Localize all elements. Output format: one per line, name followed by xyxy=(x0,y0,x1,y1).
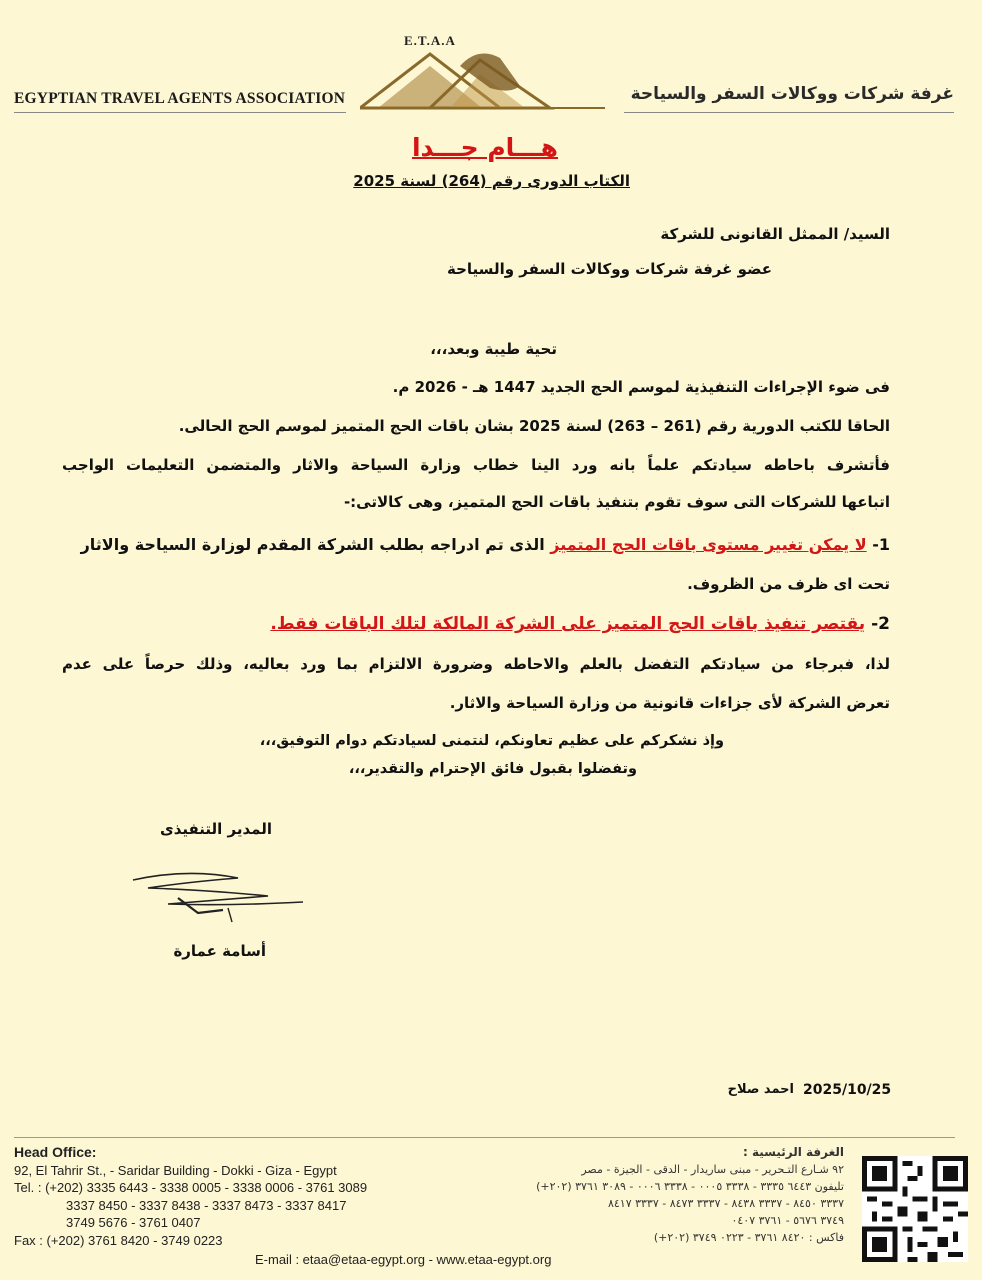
office-telephone-2: 3337 8450 - 3337 8438 - 3337 8473 - 3337 8417 xyxy=(66,1197,347,1213)
office-telephone-ar-3: ٣٧٤٩ ٥٦٧٦ - ٣٧٦١ ٠٤٠٧ xyxy=(731,1214,844,1227)
footer-contact-ar xyxy=(424,1144,844,1246)
office-fax-ar: فاكس : ٨٤٢٠ ٣٧٦١ - ٠٢٢٣ ٣٧٤٩ (٢٠٢+) xyxy=(653,1231,844,1244)
office-telephone: Tel. : (+202) 3335 6443 - 3338 0005 - 3338 0006 - 3761 3089 xyxy=(14,1180,368,1195)
paragraph-6: تعرض الشركة لأى جزاءات قانونية من وزارة السياحة والاثار. xyxy=(449,694,890,712)
list-item-text: الذى تم ادراجه بطلب الشركة المقدم لوزارة السياحة والاثار xyxy=(80,535,545,554)
office-telephone-ar: تليفون ٦٤٤٣ ٣٣٣٥ - ٣٣٣٨ ٠٠٠٥ - ٣٣٣٨ ٠٠٠٦ - ٣٠٨٩ ٣٧٦١ (٢٠٢+) xyxy=(536,1180,844,1193)
author-name: احمد صلاح xyxy=(727,1082,794,1097)
paragraph-2: الحاقا للكتب الدورية رقم (261 – 263) لسنة 2025 بشان باقات الحج المتميز لموسم الحج الحالى. xyxy=(178,417,890,435)
recipient-line-1: السيد/ الممثل القانونى للشركة xyxy=(660,225,890,243)
list-item-highlight: يقتصر تنفيذ باقات الحج المتميز على الشركة المالكة لتلك الباقات فقط. xyxy=(270,614,866,634)
important-heading: هـــام جـــدا xyxy=(411,133,559,162)
footer-divider xyxy=(14,1137,955,1138)
head-office-label-ar: الغرفة الرئيسية : xyxy=(742,1145,844,1159)
footer-contact-en xyxy=(14,1144,367,1249)
recipient-line-2: عضو غرفة شركات ووكالات السفر والسياحة xyxy=(447,260,772,278)
list-item-2 xyxy=(270,614,890,634)
list-item-1 xyxy=(60,535,890,554)
paragraph-5: لذا، فبرجاء من سيادتكم التفضل بالعلم والاحاطه وضرورة الالتزام بما ورد بعاليه، وذلك حرصاً على عدم xyxy=(62,655,890,673)
list-item-number: 1- xyxy=(872,535,890,554)
closing-line-2: وتفضلوا بقبول فائق الإحترام والتقدير،،، xyxy=(348,761,637,777)
list-item-1-continued: تحت اى ظرف من الظروف. xyxy=(687,575,890,593)
paragraph-3: فأتشرف باحاطه سيادتكم علماً بانه ورد الينا خطاب وزارة السياحة والاثار والمتضمن التعليمات الواجب xyxy=(62,456,890,474)
paragraph-1: فى ضوء الإجراءات التنفيذية لموسم الحج الجديد 1447 هـ - 2026 م. xyxy=(392,378,890,396)
header-divider xyxy=(624,112,954,113)
list-item-highlight: لا يمكن تغيير مستوى باقات الحج المتميز xyxy=(550,535,867,554)
logo-caption: E.T.A.A xyxy=(404,33,456,48)
handwritten-signature xyxy=(128,868,308,926)
office-telephone-3: 3749 5676 - 3761 0407 xyxy=(66,1215,201,1230)
signatory-title: المدير التنفيذى xyxy=(159,820,272,838)
office-fax: Fax : (+202) 3761 8420 - 3749 0223 xyxy=(14,1232,223,1248)
office-telephone-ar-2: ٣٣٣٧ ٨٤٥٠ - ٣٣٣٧ ٨٤٣٨ - ٣٣٣٧ ٨٤٧٣ - ٣٣٣٧ ٨٤١٧ xyxy=(607,1197,844,1210)
pyramids-logo-icon xyxy=(360,46,605,112)
circular-number: الكتاب الدورى رقم (264) لسنة 2025 xyxy=(353,172,630,190)
qr-code-icon[interactable] xyxy=(862,1156,968,1262)
signatory-name: أسامة عمارة xyxy=(173,942,266,960)
letter-date: 2025/10/25 xyxy=(803,1082,892,1098)
head-office-label: Head Office: xyxy=(14,1144,97,1160)
office-address-ar: ٩٢ شـارع التـحرير - مبنى ساريدار - الدقى - الجيزة - مصر xyxy=(581,1163,844,1176)
list-item-number: 2- xyxy=(871,614,890,634)
org-name-ar: غرفة شركات ووكالات السفر والسياحة xyxy=(630,84,954,104)
greeting: تحية طيبة وبعد،،، xyxy=(430,340,557,358)
closing-line-1: وإذ نشكركم على عظيم تعاونكم، لنتمنى لسيادتكم دوام التوفيق،،، xyxy=(259,733,724,749)
paragraph-4: اتباعها للشركات التى سوف تقوم بتنفيذ باقات الحج المتميز، وهى كالاتى:- xyxy=(343,493,890,511)
org-name-en: EGYPTIAN TRAVEL AGENTS ASSOCIATION xyxy=(14,90,346,107)
email-website-link[interactable]: E-mail : etaa@etaa-egypt.org - www.etaa-egypt.org xyxy=(255,1252,552,1267)
office-address: 92, El Tahrir St., - Saridar Building - Dokki - Giza - Egypt xyxy=(14,1162,337,1178)
header-divider xyxy=(14,112,346,113)
